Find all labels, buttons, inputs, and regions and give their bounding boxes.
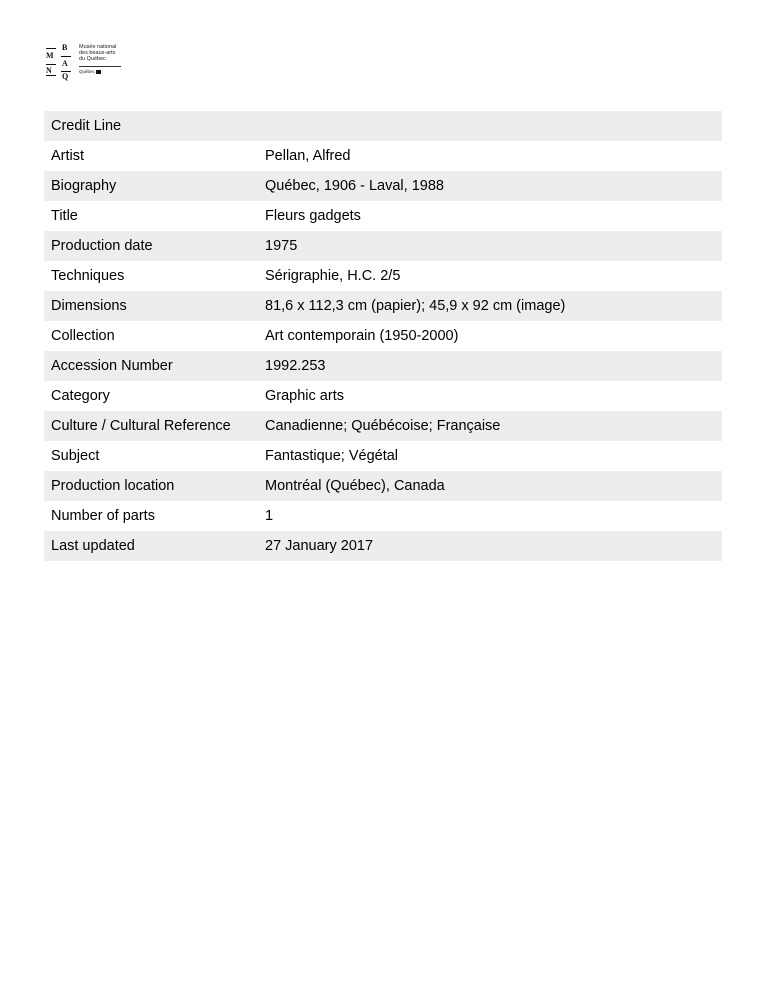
museum-logo xyxy=(44,44,134,80)
field-label: Dimensions xyxy=(51,298,127,314)
table-row xyxy=(44,531,722,561)
field-value: Fleurs gadgets xyxy=(265,208,361,224)
field-value: Québec, 1906 - Laval, 1988 xyxy=(265,178,444,194)
field-label: Techniques xyxy=(51,268,125,284)
table-row xyxy=(44,321,722,351)
table-row xyxy=(44,411,722,441)
logo-rule xyxy=(46,64,56,65)
field-value: Fantastique; Végétal xyxy=(265,448,399,464)
field-label: Artist xyxy=(51,148,85,164)
table-row xyxy=(44,231,722,261)
field-label: Title xyxy=(51,208,78,224)
field-label: Culture / Cultural Reference xyxy=(51,418,231,434)
field-label: Last updated xyxy=(51,538,135,554)
field-value: Art contemporain (1950-2000) xyxy=(265,328,459,344)
logo-line: du Québec xyxy=(79,56,106,62)
field-value: 27 January 2017 xyxy=(265,538,374,554)
logo-line: Musée national xyxy=(79,44,117,50)
field-value xyxy=(258,111,722,141)
logo-monogram xyxy=(44,44,72,80)
table-row xyxy=(44,291,722,321)
table-row xyxy=(44,171,722,201)
logo-wordmark xyxy=(79,44,139,62)
field-label: Credit Line xyxy=(51,118,122,134)
logo-letter-a: A xyxy=(62,59,68,68)
field-value: Canadienne; Québécoise; Française xyxy=(265,418,501,434)
logo-letter-m: M xyxy=(46,51,54,60)
field-value: Pellan, Alfred xyxy=(265,148,351,164)
table-row xyxy=(44,261,722,291)
field-label: Collection xyxy=(51,328,115,344)
field-label: Subject xyxy=(51,448,100,464)
field-value: Graphic arts xyxy=(265,388,344,404)
field-value: Sérigraphie, H.C. 2/5 xyxy=(265,268,401,284)
logo-divider xyxy=(79,66,121,67)
logo-rule xyxy=(61,56,71,57)
field-label: Category xyxy=(51,388,110,404)
table-row xyxy=(44,201,722,231)
field-label: Biography xyxy=(51,178,117,194)
logo-line: des beaux-arts xyxy=(79,50,116,56)
government-label: Québec xyxy=(79,69,95,74)
logo-letter-n: N xyxy=(46,66,52,75)
field-value: 1 xyxy=(265,508,274,524)
logo-rule xyxy=(46,48,56,49)
table-row xyxy=(44,471,722,501)
table-row xyxy=(44,141,722,171)
table-row xyxy=(44,111,722,141)
field-label: Number of parts xyxy=(51,508,155,524)
field-label: Accession Number xyxy=(51,358,173,374)
field-value: Montréal (Québec), Canada xyxy=(265,478,445,494)
table-row xyxy=(44,441,722,471)
government-signature xyxy=(79,69,101,74)
flag-icon xyxy=(96,70,101,74)
field-value: 1992.253 xyxy=(265,358,326,374)
field-label: Production date xyxy=(51,238,153,254)
logo-letter-q: Q xyxy=(62,72,69,81)
field-label: Production location xyxy=(51,478,175,494)
table-row xyxy=(44,351,722,381)
field-value: 81,6 x 112,3 cm (papier); 45,9 x 92 cm (image) xyxy=(265,298,566,314)
artwork-record-table xyxy=(44,111,722,561)
logo-letter-b: B xyxy=(62,43,68,52)
field-value: 1975 xyxy=(265,238,298,254)
logo-rule xyxy=(46,75,56,76)
table-row xyxy=(44,501,722,531)
table-row xyxy=(44,381,722,411)
